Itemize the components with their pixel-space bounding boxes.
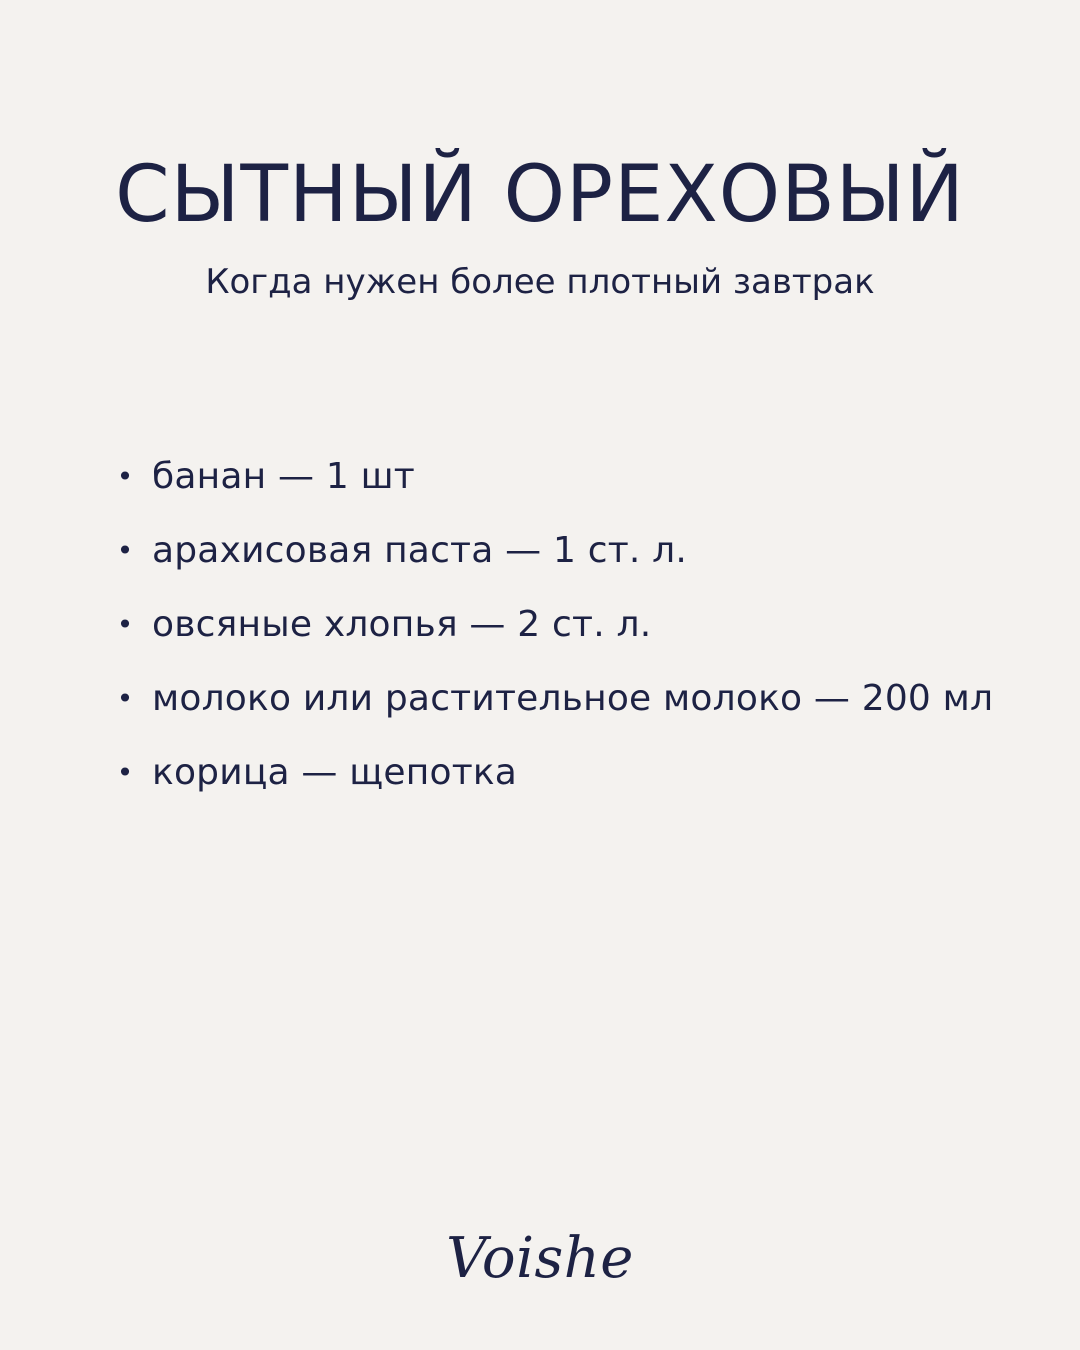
page-title: СЫТНЫЙ ОРЕХОВЫЙ — [115, 150, 965, 240]
ingredient-text: корица — щепотка — [152, 752, 518, 793]
bullet-icon: • — [116, 756, 134, 789]
list-item — [110, 588, 1050, 662]
brand-logo: Voishe — [446, 1226, 634, 1291]
ingredient-text: арахисовая паста — 1 ст. л. — [152, 530, 688, 571]
ingredient-list — [110, 440, 1050, 810]
ingredient-text: молоко или растительное молоко — 200 мл — [152, 678, 994, 719]
list-item — [110, 736, 1050, 810]
ingredient-text: овсяные хлопья — 2 ст. л. — [152, 604, 652, 645]
bullet-icon: • — [116, 460, 134, 493]
bullet-icon: • — [116, 534, 134, 567]
ingredient-text: банан — 1 шт — [152, 456, 415, 497]
list-item — [110, 662, 1050, 736]
bullet-icon: • — [116, 682, 134, 715]
list-item — [110, 440, 1050, 514]
page-subtitle: Когда нужен более плотный завтрак — [205, 262, 875, 302]
list-item — [110, 514, 1050, 588]
bullet-icon: • — [116, 608, 134, 641]
